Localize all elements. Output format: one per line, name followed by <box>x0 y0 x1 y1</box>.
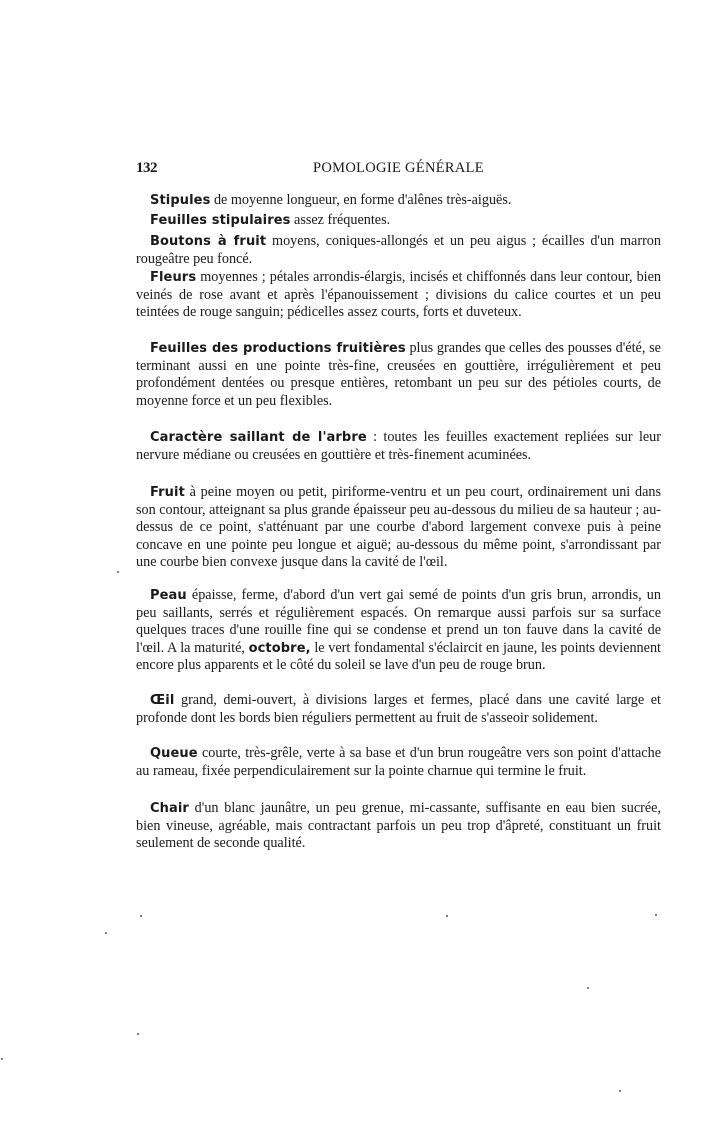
term-octobre: octobre, <box>248 640 311 656</box>
scan-speck <box>140 915 142 917</box>
term-chair: Chair <box>150 801 189 816</box>
term-queue: Queue <box>150 746 198 761</box>
paragraph-feuilles-stipulaires: Feuilles stipulaires assez fréquentes. <box>150 212 391 228</box>
paragraph-feuilles-productions: Feuilles des productions fruitières plus grandes que celles des pousses d'été, se terminant aussi en une pointe très-fine, creusées en gouttière, irrégulièrement et peu profondément dentées ou presque entières, retombant un peu sur des pétioles courts, de moyenne force et un peu flexibles. <box>136 340 661 409</box>
term-caractere-saillant: Caractère saillant de l'arbre <box>150 430 367 445</box>
scan-speck <box>1 1058 3 1060</box>
scan-speck <box>137 1033 139 1035</box>
scan-speck <box>446 915 448 917</box>
running-title: POMOLOGIE GÉNÉRALE <box>313 160 484 176</box>
paragraph-boutons-a-fruit: Boutons à fruit moyens, coniques-allongés et un peu aigus ; écailles d'un marron rougeâtre peu foncé. <box>136 233 661 267</box>
scan-speck <box>655 914 657 916</box>
paragraph-peau: Peau épaisse, ferme, d'abord d'un vert gai semé de points d'un gris brun, arrondis, un peu saillants, serrés et régulièrement espacés. On remarque aussi parfois sur sa surface quelques traces d'une rouille fine qui se condense et prend un ton fauve dans la cavité de l'œil. A la maturité, octobre, le vert fondamental s'éclaircit en jaune, les points deviennent encore plus apparents et le côté du soleil se lave d'un peu de rouge brun. <box>136 587 661 674</box>
paragraph-fruit: Fruit à peine moyen ou petit, piriforme-ventru et un peu court, ordinairement uni dans son contour, atteignant sa plus grande épaisseur peu au-dessous du milieu de sa hauteur ; au-dessus de ce point, s'atténuant par une courbe d'abord largement convexe puis à peine concave en une pointe peu longue et aiguë; au-dessous du même point, s'arrondissant par une courbe bien convexe jusque dans la cavité de l'œil. <box>136 484 662 571</box>
paragraph-fleurs: Fleurs moyennes ; pétales arrondis-élargis, incisés et chiffonnés dans leur contour, bien veinés de rose avant et après l'épanouissement ; divisions du calice courtes et un peu teintées de rouge sanguin; pédicelles assez courts, forts et duveteux. <box>136 269 661 321</box>
paragraph-caractere-saillant: Caractère saillant de l'arbre : toutes les feuilles exactement repliées sur leur nervure médiane ou creusées en gouttière et très-finement acuminées. <box>136 429 661 463</box>
term-feuilles-stipulaires: Feuilles stipulaires <box>150 213 291 228</box>
term-fruit: Fruit <box>150 485 185 500</box>
page-number: 132 <box>136 160 157 176</box>
paragraph-oeil: Œil grand, demi-ouvert, à divisions larges et fermes, placé dans une cavité large et profonde dont les bords bien réguliers permettent au fruit de s'asseoir solidement. <box>136 692 661 726</box>
term-stipules: Stipules <box>150 193 211 208</box>
term-oeil: Œil <box>150 693 175 708</box>
scan-speck <box>587 987 589 989</box>
paragraph-queue: Queue courte, très-grêle, verte à sa base et d'un brun rougeâtre vers son point d'attache au rameau, fixée perpendiculairement sur la pointe charnue qui termine le fruit. <box>136 745 661 779</box>
term-peau: Peau <box>150 588 187 603</box>
term-boutons-a-fruit: Boutons à fruit <box>150 234 267 249</box>
scan-speck <box>117 571 119 573</box>
term-fleurs: Fleurs <box>150 270 197 285</box>
paragraph-chair: Chair d'un blanc jaunâtre, un peu grenue, mi-cassante, suffisante en eau bien sucrée, bien vineuse, agréable, mais contractant parfois un peu trop d'âpreté, constituant un fruit seulement de seconde qualité. <box>136 800 661 852</box>
page-header <box>136 160 661 180</box>
scan-speck <box>105 932 107 934</box>
term-feuilles-productions: Feuilles des productions fruitières <box>150 341 406 356</box>
paragraph-stipules: Stipules de moyenne longueur, en forme d'alênes très-aiguës. <box>150 192 512 208</box>
scan-speck <box>619 1090 621 1092</box>
